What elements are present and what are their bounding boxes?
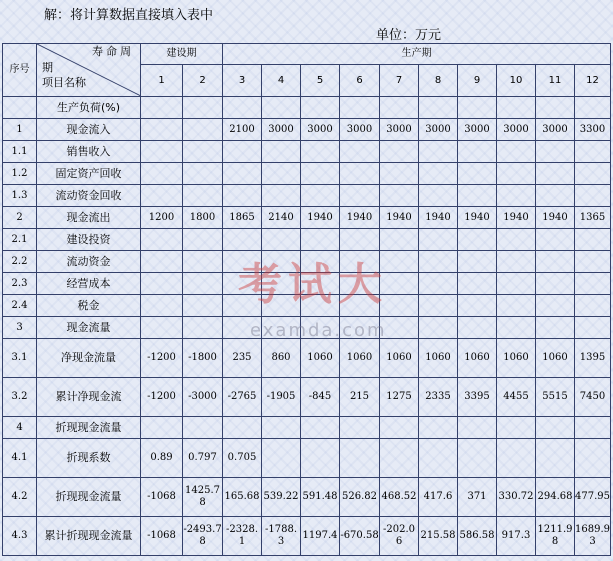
value-cell (262, 229, 301, 251)
value-cell (380, 97, 419, 119)
value-cell (262, 251, 301, 273)
row-seq: 2.3 (3, 273, 37, 295)
value-cell: 215 (340, 378, 380, 417)
row-item-name: 折现现金流量 (37, 417, 141, 439)
value-cell: 1940 (419, 207, 458, 229)
value-cell (301, 295, 340, 317)
value-cell: 0.89 (141, 439, 183, 478)
value-cell: 1197.4 (301, 517, 340, 556)
value-cell (380, 141, 419, 163)
value-cell: 1865 (223, 207, 262, 229)
value-cell (340, 317, 380, 339)
value-cell (301, 185, 340, 207)
value-cell (223, 417, 262, 439)
value-cell (340, 295, 380, 317)
year-header: 2 (183, 65, 223, 97)
cash-flow-table (2, 43, 611, 556)
value-cell (497, 273, 536, 295)
value-cell: 1940 (380, 207, 419, 229)
watermark-url: examda.com (250, 320, 387, 341)
row-item-name: 税金 (37, 295, 141, 317)
value-cell (458, 417, 497, 439)
value-cell (183, 119, 223, 141)
value-cell: 3000 (536, 119, 575, 141)
value-cell (183, 141, 223, 163)
value-cell (380, 317, 419, 339)
value-cell (419, 185, 458, 207)
value-cell: 1060 (340, 339, 380, 378)
row-item-name: 现金流出 (37, 207, 141, 229)
value-cell: 526.82 (340, 478, 380, 517)
year-header: 4 (262, 65, 301, 97)
corner-item-label: 项目名称 (42, 76, 86, 89)
value-cell: 539.22 (262, 478, 301, 517)
value-cell: 1275 (380, 378, 419, 417)
corner-lifecycle-label: 寿命周 (92, 45, 134, 58)
value-cell (536, 97, 575, 119)
value-cell (141, 273, 183, 295)
value-cell (141, 119, 183, 141)
value-cell (141, 163, 183, 185)
value-cell (419, 273, 458, 295)
row-item-name: 现金流入 (37, 119, 141, 141)
row-item-name: 净现金流量 (37, 339, 141, 378)
value-cell (223, 141, 262, 163)
value-cell (419, 97, 458, 119)
row-seq: 1.1 (3, 141, 37, 163)
table-row (3, 478, 611, 517)
value-cell (380, 229, 419, 251)
value-cell: -1068 (141, 478, 183, 517)
value-cell (536, 273, 575, 295)
value-cell (458, 141, 497, 163)
table-row (3, 417, 611, 439)
value-cell (575, 97, 611, 119)
value-cell (458, 273, 497, 295)
value-cell (223, 251, 262, 273)
value-cell: 4455 (497, 378, 536, 417)
value-cell: 235 (223, 339, 262, 378)
value-cell (575, 317, 611, 339)
value-cell (536, 417, 575, 439)
value-cell (340, 141, 380, 163)
table-row (3, 119, 611, 141)
value-cell (340, 417, 380, 439)
year-header: 7 (380, 65, 419, 97)
value-cell (419, 229, 458, 251)
value-cell (301, 251, 340, 273)
row-seq: 1.2 (3, 163, 37, 185)
value-cell: 371 (458, 478, 497, 517)
row-item-name: 流动资金 (37, 251, 141, 273)
table-row (3, 517, 611, 556)
value-cell: 3300 (575, 119, 611, 141)
value-cell (183, 251, 223, 273)
value-cell (340, 163, 380, 185)
value-cell: -1788.3 (262, 517, 301, 556)
value-cell (380, 185, 419, 207)
value-cell (141, 229, 183, 251)
table-row (3, 185, 611, 207)
row-item-name: 建设投资 (37, 229, 141, 251)
value-cell: -1800 (183, 339, 223, 378)
value-cell: 1060 (458, 339, 497, 378)
row-item-name: 折现系数 (37, 439, 141, 478)
value-cell: 1940 (536, 207, 575, 229)
value-cell (340, 273, 380, 295)
row-seq: 4.1 (3, 439, 37, 478)
row-seq: 4 (3, 417, 37, 439)
value-cell: -202.06 (380, 517, 419, 556)
value-cell (458, 185, 497, 207)
row-seq: 3.1 (3, 339, 37, 378)
year-header: 6 (340, 65, 380, 97)
value-cell (380, 251, 419, 273)
value-cell (301, 97, 340, 119)
table-row (3, 317, 611, 339)
value-cell: 3000 (497, 119, 536, 141)
value-cell: 2100 (223, 119, 262, 141)
value-cell (262, 141, 301, 163)
value-cell (419, 295, 458, 317)
value-cell (497, 251, 536, 273)
value-cell (262, 295, 301, 317)
value-cell (380, 163, 419, 185)
corner-header (37, 44, 141, 97)
value-cell: -2765 (223, 378, 262, 417)
value-cell (575, 417, 611, 439)
value-cell (262, 317, 301, 339)
value-cell (458, 97, 497, 119)
value-cell (183, 317, 223, 339)
value-cell (141, 295, 183, 317)
value-cell: -2328.1 (223, 517, 262, 556)
value-cell: 1060 (497, 339, 536, 378)
value-cell (419, 439, 458, 478)
value-cell (262, 97, 301, 119)
row-seq: 4.2 (3, 478, 37, 517)
value-cell (340, 229, 380, 251)
corner-period-label: 期 (42, 61, 53, 74)
table-row (3, 229, 611, 251)
value-cell: 2140 (262, 207, 301, 229)
value-cell: 860 (262, 339, 301, 378)
value-cell (575, 163, 611, 185)
value-cell: 468.52 (380, 478, 419, 517)
value-cell (419, 317, 458, 339)
value-cell (301, 141, 340, 163)
value-cell: 1060 (536, 339, 575, 378)
value-cell: -2493.78 (183, 517, 223, 556)
value-cell: 3000 (262, 119, 301, 141)
construction-period-header: 建设期 (141, 44, 223, 65)
table-row (3, 439, 611, 478)
value-cell: 1940 (458, 207, 497, 229)
value-cell (141, 141, 183, 163)
value-cell: 3395 (458, 378, 497, 417)
row-item-name: 累计净现金流 (37, 378, 141, 417)
value-cell (223, 295, 262, 317)
table-row (3, 141, 611, 163)
value-cell (141, 97, 183, 119)
value-cell: 477.95 (575, 478, 611, 517)
value-cell (340, 185, 380, 207)
row-seq: 3.2 (3, 378, 37, 417)
value-cell: 0.705 (223, 439, 262, 478)
value-cell: 3000 (340, 119, 380, 141)
value-cell (536, 185, 575, 207)
value-cell: 5515 (536, 378, 575, 417)
table-row (3, 251, 611, 273)
value-cell (262, 185, 301, 207)
value-cell: 0.797 (183, 439, 223, 478)
value-cell (575, 229, 611, 251)
value-cell (497, 163, 536, 185)
value-cell: -1068 (141, 517, 183, 556)
value-cell (223, 229, 262, 251)
value-cell (141, 317, 183, 339)
value-cell (223, 185, 262, 207)
value-cell: 1940 (301, 207, 340, 229)
value-cell (223, 163, 262, 185)
value-cell (458, 439, 497, 478)
value-cell (575, 295, 611, 317)
table-row (3, 163, 611, 185)
row-seq: 3 (3, 317, 37, 339)
year-header: 12 (575, 65, 611, 97)
value-cell (458, 317, 497, 339)
value-cell (340, 97, 380, 119)
value-cell (141, 251, 183, 273)
intro-text: 解：将计算数据直接填入表中 (44, 8, 214, 23)
value-cell (536, 295, 575, 317)
value-cell: -1200 (141, 378, 183, 417)
year-header: 3 (223, 65, 262, 97)
value-cell: 1689.93 (575, 517, 611, 556)
value-cell (262, 417, 301, 439)
value-cell (380, 417, 419, 439)
value-cell (301, 439, 340, 478)
value-cell: 1800 (183, 207, 223, 229)
value-cell (497, 417, 536, 439)
value-cell (536, 229, 575, 251)
value-cell (575, 141, 611, 163)
row-item-name: 销售收入 (37, 141, 141, 163)
value-cell (575, 273, 611, 295)
value-cell (536, 317, 575, 339)
value-cell (497, 439, 536, 478)
value-cell (536, 439, 575, 478)
table-row (3, 378, 611, 417)
value-cell (183, 185, 223, 207)
year-header: 5 (301, 65, 340, 97)
value-cell (419, 417, 458, 439)
value-cell (536, 251, 575, 273)
production-period-header: 生产期 (223, 44, 611, 65)
table-row (3, 97, 611, 119)
row-seq: 2.4 (3, 295, 37, 317)
row-item-name: 折现现金流量 (37, 478, 141, 517)
value-cell (419, 141, 458, 163)
value-cell (380, 273, 419, 295)
row-item-name: 固定资产回收 (37, 163, 141, 185)
value-cell (380, 439, 419, 478)
value-cell: 1060 (419, 339, 458, 378)
value-cell (183, 295, 223, 317)
row-item-name: 累计折现现金流量 (37, 517, 141, 556)
row-seq (3, 97, 37, 119)
value-cell (497, 185, 536, 207)
value-cell: 3000 (380, 119, 419, 141)
value-cell (141, 185, 183, 207)
value-cell: 165.68 (223, 478, 262, 517)
row-item-name: 流动资金回收 (37, 185, 141, 207)
row-item-name: 生产负荷(%) (37, 97, 141, 119)
value-cell: 1940 (340, 207, 380, 229)
value-cell (183, 273, 223, 295)
value-cell: 1211.98 (536, 517, 575, 556)
row-item-name: 现金流量 (37, 317, 141, 339)
value-cell: -1200 (141, 339, 183, 378)
value-cell: 7450 (575, 378, 611, 417)
value-cell (183, 97, 223, 119)
value-cell (419, 251, 458, 273)
row-seq: 2 (3, 207, 37, 229)
row-seq: 4.3 (3, 517, 37, 556)
value-cell: 3000 (458, 119, 497, 141)
value-cell: -3000 (183, 378, 223, 417)
watermark-logo: 考试大 (238, 259, 388, 310)
value-cell (301, 317, 340, 339)
value-cell (262, 439, 301, 478)
value-cell: 1365 (575, 207, 611, 229)
value-cell: 1060 (301, 339, 340, 378)
value-cell: 1395 (575, 339, 611, 378)
value-cell (183, 229, 223, 251)
value-cell (301, 229, 340, 251)
unit-label: 单位：万元 (376, 28, 442, 43)
value-cell (141, 417, 183, 439)
year-header: 9 (458, 65, 497, 97)
year-header: 10 (497, 65, 536, 97)
value-cell (575, 251, 611, 273)
value-cell (497, 317, 536, 339)
value-cell (458, 163, 497, 185)
value-cell: 417.6 (419, 478, 458, 517)
value-cell: 330.72 (497, 478, 536, 517)
value-cell (458, 295, 497, 317)
seq-header: 序号 (3, 44, 37, 97)
value-cell (301, 273, 340, 295)
value-cell (458, 229, 497, 251)
row-seq: 1.3 (3, 185, 37, 207)
table-row (3, 207, 611, 229)
value-cell: 1425.78 (183, 478, 223, 517)
value-cell: 1200 (141, 207, 183, 229)
value-cell: 294.68 (536, 478, 575, 517)
value-cell (183, 417, 223, 439)
value-cell: 215.58 (419, 517, 458, 556)
value-cell: 1940 (497, 207, 536, 229)
value-cell: 3000 (419, 119, 458, 141)
value-cell (419, 163, 458, 185)
year-header: 8 (419, 65, 458, 97)
year-header: 1 (141, 65, 183, 97)
row-item-name: 经营成本 (37, 273, 141, 295)
year-header: 11 (536, 65, 575, 97)
value-cell: 3000 (301, 119, 340, 141)
value-cell (497, 229, 536, 251)
value-cell: 586.58 (458, 517, 497, 556)
value-cell: -1905 (262, 378, 301, 417)
value-cell (340, 251, 380, 273)
row-seq: 1 (3, 119, 37, 141)
value-cell: 2335 (419, 378, 458, 417)
value-cell (536, 141, 575, 163)
value-cell (340, 439, 380, 478)
table-row (3, 295, 611, 317)
value-cell (497, 97, 536, 119)
value-cell (262, 163, 301, 185)
value-cell (183, 163, 223, 185)
value-cell: 1060 (380, 339, 419, 378)
value-cell (380, 295, 419, 317)
value-cell (301, 417, 340, 439)
value-cell (575, 185, 611, 207)
value-cell (497, 295, 536, 317)
table-row (3, 273, 611, 295)
value-cell: -845 (301, 378, 340, 417)
table-row (3, 339, 611, 378)
value-cell (223, 273, 262, 295)
row-seq: 2.1 (3, 229, 37, 251)
value-cell: -670.58 (340, 517, 380, 556)
value-cell (262, 273, 301, 295)
value-cell: 591.48 (301, 478, 340, 517)
value-cell (458, 251, 497, 273)
value-cell (301, 163, 340, 185)
value-cell (223, 97, 262, 119)
row-seq: 2.2 (3, 251, 37, 273)
value-cell (497, 141, 536, 163)
value-cell (223, 317, 262, 339)
value-cell (536, 163, 575, 185)
value-cell: 917.3 (497, 517, 536, 556)
value-cell (575, 439, 611, 478)
